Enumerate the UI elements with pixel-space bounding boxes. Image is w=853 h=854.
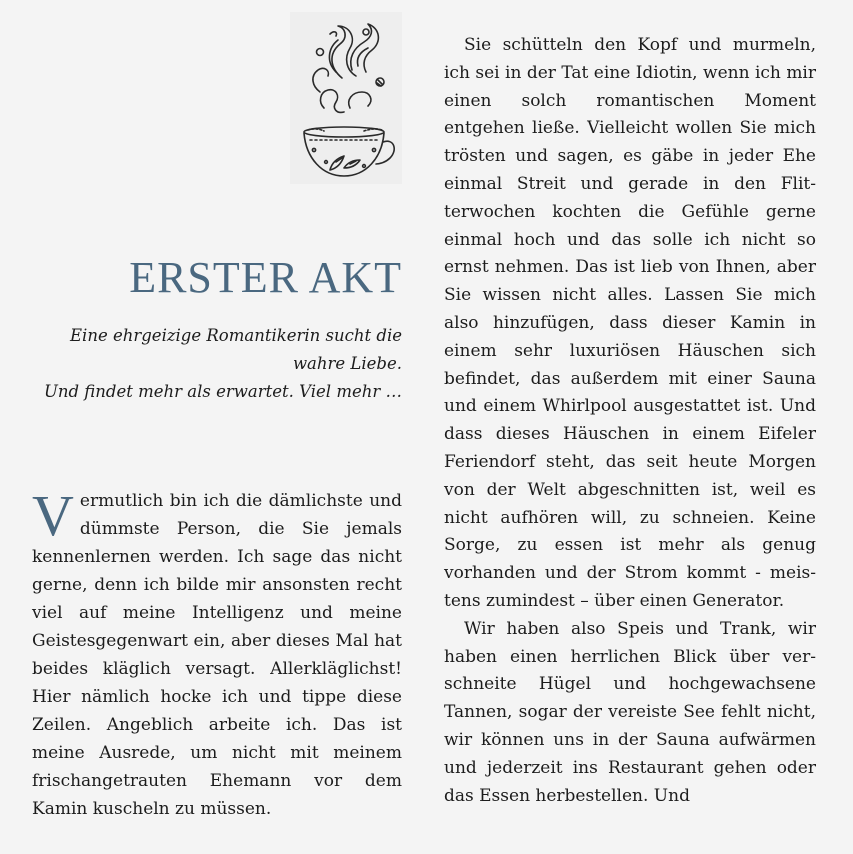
drop-cap: V bbox=[32, 483, 74, 548]
steaming-teacup-icon bbox=[290, 12, 402, 184]
body-paragraph: Sie schütteln den Kopf und murmeln, ich sei in der Tat eine Idiotin, wenn ich mir einen solch romantischen Moment entgehen ließe. Vielleicht wollen Sie mich trösten und sagen, es gäbe in jeder Ehe einmal Streit und gerade in den Flitterwochen kochten die Gefühle gerne einmal hoch und das solle ich nicht so ernst nehmen. Das ist lieb von Ihnen, aber Sie wissen nicht alles. Lassen Sie mich also hinzufügen, dass dieser Kamin in einem sehr luxuriösen Häuschen sich befindet, das außerdem mit einer Sauna und einem Whirlpool ausgestattet ist. Und dass dieses Häuschen in einem Eifeler Feriendorf steht, das seit heute Morgen von der Welt abgeschnitten ist, weil es nicht aufhören will, zu schneien. Keine Sorge, zu essen ist mehr als genug vorhanden und der Strom kommt - meistens zumindest – über einen Generator. bbox=[444, 35, 816, 611]
subtitle-line: Und findet mehr als erwartet. Viel mehr … bbox=[43, 382, 402, 401]
subtitle-line: Eine ehrgeizige Romantikerin sucht die bbox=[70, 326, 402, 345]
left-column bbox=[32, 0, 402, 854]
subtitle-line: wahre Liebe. bbox=[292, 354, 402, 373]
opening-paragraph-text: ermutlich bin ich die dämlichste und dümmste Person, die Sie jemals kennenlernen werden. Ich sage das nicht gerne, denn ich bilde mir ansonsten recht viel auf meine Intelligenz und meine Geistesgegenwart ein, aber dieses Mal hat beides kläglich versagt. Allerkläglichst! Hier nämlich hocke ich und tippe diese Zeilen. Angeblich arbeite ich. Das ist meine Ausrede, um nicht mit meinem frischangetrauten Ehemann vor dem Kamin kuscheln zu müssen. bbox=[32, 491, 402, 819]
chapter-title: ERSTER AKT bbox=[129, 253, 402, 302]
body-paragraph: Wir haben also Speis und Trank, wir haben einen herrlichen Blick über verschneite Hügel und hochgewachsene Tannen, sogar der vereiste See fehlt nicht, wir können uns in der Sauna aufwärmen und jederzeit ins Restaurant gehen oder das Essen herbestellen. Und bbox=[444, 618, 816, 806]
opening-paragraph bbox=[32, 483, 402, 823]
right-column bbox=[444, 32, 816, 810]
chapter-subtitle bbox=[32, 322, 402, 406]
